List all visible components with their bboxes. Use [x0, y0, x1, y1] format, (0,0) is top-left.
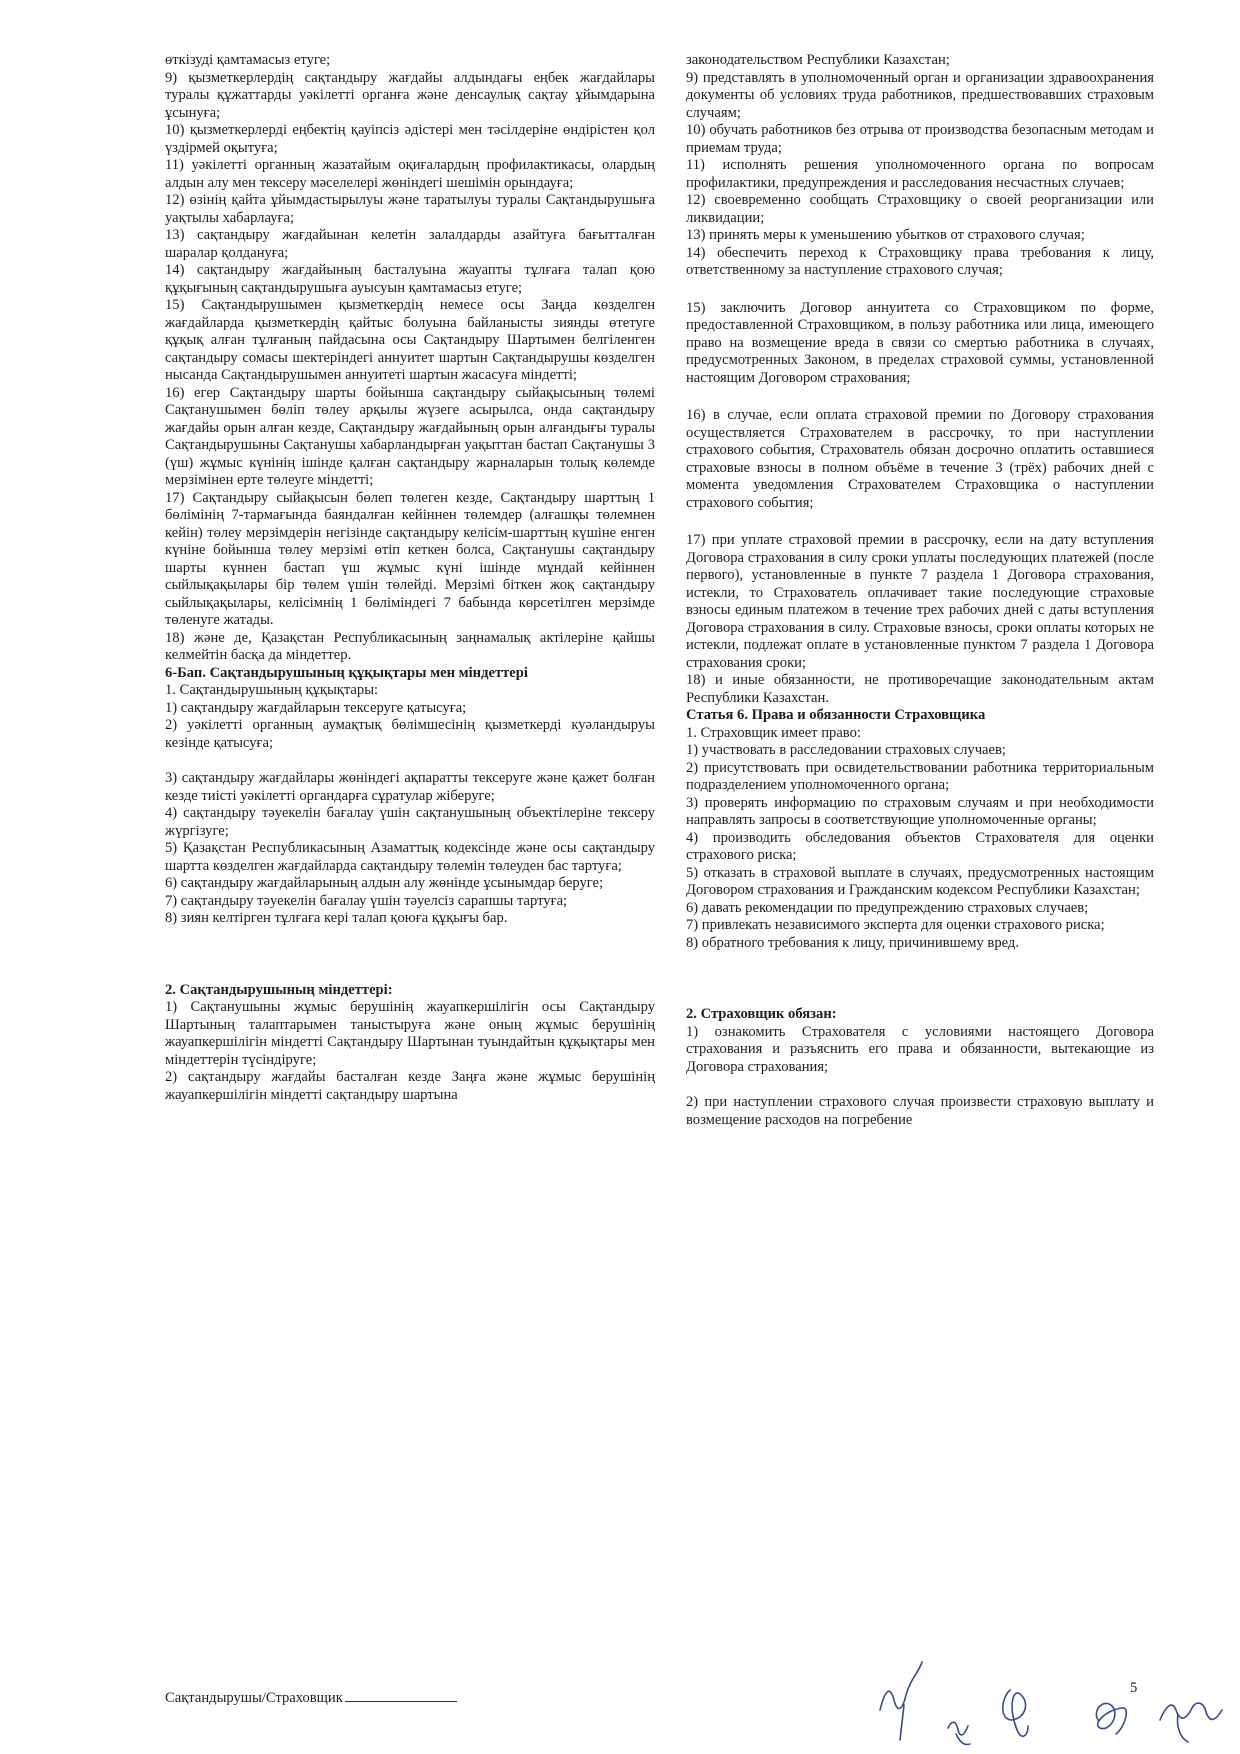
paragraph: 7) привлекать независимого эксперта для оценки страхового риска; — [686, 917, 1105, 933]
paragraph: 8) зиян келтірген тұлғаға кері талап қоюға құқығы бар. — [165, 910, 508, 926]
spacer — [686, 952, 1154, 1006]
paragraph: 16) в случае, если оплата страховой премии по Договору страхования осуществляется Страхователем в рассрочку, то при наступлении страхового события, Страхователь обязан досрочно оплатить оставшиеся страховые взносы в полном объёме в течение 3 (трёх) рабочих дней с момента уведомления Страхователем Страховщика о наступлении страхового события; — [686, 407, 1154, 511]
paragraph: 5) отказать в страховой выплате в случаях, предусмотренных настоящим Договором страхования и Гражданским кодексом Республики Казахстан; — [686, 864, 1154, 898]
paragraph: 1) участвовать в расследовании страховых случаев; — [686, 742, 1006, 758]
paragraph: 9) қызметкерлердің сақтандыру жағдайы алдындағы еңбек жағдайлары туралы құжаттарды уәкілетті органға және денсаулық сақтау ұйымдарына ұсынуға; — [165, 69, 655, 121]
paragraph: законодательством Республики Казахстан; — [686, 52, 950, 68]
spacer — [165, 928, 655, 982]
paragraph: 18) және де, Қазақстан Республикасының заңнамалық актілеріне қайшы келмейтін басқа да міндеттер. — [165, 629, 655, 663]
paragraph: 8) обратного требования к лицу, причинившему вред. — [686, 934, 1019, 951]
paragraph: 4) производить обследования объектов Страхователя для оценки страхового риска; — [686, 829, 1154, 863]
spacer — [686, 387, 1154, 407]
article-heading: 6-Бап. Сақтандырушының құқықтары мен міндеттері — [165, 664, 528, 681]
paragraph: 1) сақтандыру жағдайларын тексеруге қатысуға; — [165, 699, 467, 716]
signature-blank — [345, 1701, 457, 1702]
paragraph: 2) сақтандыру жағдайы басталған кезде Заңға және жұмыс берушінің жауапкершілігін міндетті сақтандыру шартына — [165, 1069, 655, 1103]
paragraph: 3) сақтандыру жағдайлары жөніндегі ақпаратты тексеруге және қажет болған кезде тиісті уәкілетті органдарға сұратулар жіберуге; — [165, 770, 655, 804]
paragraph: 12) своевременно сообщать Страховщику о своей реорганизации или ликвидации; — [686, 192, 1154, 226]
paragraph: 6) давать рекомендации по предупреждению страховых случаев; — [686, 899, 1089, 916]
signature-line — [165, 1690, 457, 1707]
section-heading: 2. Сақтандырушының міндеттері: — [165, 981, 393, 998]
initial-mark — [1003, 1690, 1028, 1736]
paragraph: 15) заключить Договор аннуитета со Страховщиком по форме, предоставленной Страховщиком, в пользу работника или лица, имеющего право на возмещение вреда в связи со смертью работника в случаях, предусмотренных Законом, в пределах страховой суммы, установленной настоящим Договором страхования; — [686, 299, 1154, 386]
paragraph: өткізуді қамтамасыз етуге; — [165, 52, 331, 68]
paragraph: 17) при уплате страховой премии в рассрочку, если на дату вступления Договора страхования в силу сроки уплаты последующих платежей (после первого), установленные в пункте 7 раздела 1 Договора страхования, истекли, то Страхователь оплачивает такие последующие страховые взносы единым платежом в течение трех рабочих дней с даты вступления Договора страхования в силу. Страховые взносы, сроки оплаты которых не истекли, подлежат оплате в установленные пунктом 7 раздела 1 Договора страхования сроки; — [686, 532, 1154, 671]
paragraph: 4) сақтандыру тәуекелін бағалау үшін сақтанушының объектілеріне тексеру жүргізуге; — [165, 805, 655, 839]
kazakh-column — [165, 52, 655, 1104]
paragraph: 14) обеспечить переход к Страховщику права требования к лицу, ответственному за наступление страхового случая; — [686, 244, 1154, 278]
paragraph: 10) қызметкерлерді еңбектің қауіпсіз әдістері мен тәсілдеріне өндірістен қол үздірмей оқытуға; — [165, 122, 655, 156]
paragraph: 11) уәкілетті органның жазатайым оқиғалардың профилактикасы, олардың алдын алу мен тексеру мәселелері жөніндегі шешімін орындауға; — [165, 157, 655, 191]
paragraph: 9) представлять в уполномоченный орган и организации здравоохранения документы об условиях труда работников, предшествовавших страховым случаям; — [686, 69, 1154, 121]
paragraph: 16) егер Сақтандыру шарты бойынша сақтандыру сыйақысының төлемі Сақтанушымен бөліп төлеу арқылы жүзеге асырылса, онда сақтандыру жағдайы орын алған кезде, Сақтандыру жағдайының орын алғандығы туралы Сақтандырушыны Сақтанушы хабарландырған уақыттан бастап Сақтанушы 3 (үш) жұмыс күнінің ішінде қалған сақтандыру жарналарын толық көлемде мерзімінен ерте төлеуге міндетті; — [165, 384, 655, 488]
paragraph: 6) сақтандыру жағдайларының алдын алу жөнінде ұсынымдар беруге; — [165, 875, 604, 891]
initial-mark — [1096, 1703, 1126, 1734]
spacer — [165, 752, 655, 770]
paragraph: 2) при наступлении страхового случая произвести страховую выплату и возмещение расходов на погребение — [686, 1094, 1154, 1128]
initial-mark — [1160, 1703, 1222, 1742]
spacer — [686, 280, 1154, 300]
paragraph: 14) сақтандыру жағдайының басталуына жауапты тұлғаға талап қою құқығының сақтандырушыға ауысуын қамтамасыз етуге; — [165, 262, 655, 296]
paragraph: 13) принять меры к уменьшению убытков от страхового случая; — [686, 227, 1085, 243]
paragraph: 5) Қазақстан Республикасының Азаматтық кодексінде және осы сақтандыру шартта көзделген жағдайларда сақтандыру төлемін төлеуден бас тартуға; — [165, 840, 655, 874]
page-number: 5 — [1130, 1680, 1138, 1696]
paragraph: 7) сақтандыру тәуекелін бағалау үшін тәуелсіз сарапшы тартуға; — [165, 892, 568, 909]
paragraph: 10) обучать работников без отрыва от производства безопасным методам и приемам труда; — [686, 122, 1154, 156]
spacer — [686, 512, 1154, 532]
initial-mark — [880, 1662, 922, 1740]
paragraph: 1. Сақтандырушының құқықтары: — [165, 682, 379, 698]
paragraph: 1) ознакомить Страхователя с условиями настоящего Договора страхования и разъяснить его права и обязанности, вытекающие из Договора страхования; — [686, 1023, 1154, 1075]
paragraph: 18) и иные обязанности, не противоречащие законодательным актам Республики Казахстан. — [686, 672, 1154, 706]
paragraph: 13) сақтандыру жағдайынан келетін залалдарды азайтуға бағытталған шаралар қолдануға; — [165, 227, 655, 261]
paragraph: 15) Сақтандырушымен қызметкердің немесе осы Заңда көзделген жағдайларда қызметкердің қайтыс болуына байланысты зиянды өтетуге құқық алған тұлғаның пайдасына осы Сақтандыру Шартымен белгіленген сақтандыру сомасы шектеріндегі аннуитет шартын Сақтандырушы көзделген нысанда Сақтандырушымен аннуитеті шартын жасасуға міндетті; — [165, 297, 655, 383]
paragraph: 1) Сақтанушыны жұмыс берушінің жауапкершілігін осы Сақтандыру Шартының талаптарымен таныстыруға және оның жұмыс берушінің жауапкершілігін міндетті Сақтандыру Шартынан туындайтын құқықтары мен міндеттерін түсіндіруге; — [165, 999, 655, 1068]
paragraph: 17) Сақтандыру сыйақысын бөлеп төлеген кезде, Сақтандыру шарттың 1 бөлімінің 7-тармағында баяндалған кейіннен төлемдер (алғашқы төлемнен кейін) төлеу мерзімдерін негізінде сақтандыру келісім-шарттың күшіне енген күніне бойынша төлеу мерзімі өтіп кеткен болса, Сақтанушы сақтандыру шарты күннен бастап үш жұмыс күні ішінде мұндай кейіннен сыйлықақылары бір төлем үшін төлейді. Мерзімі біткен жоқ сақтандыру сыйлықақылары, келісімнің 1 бөліміндегі 7 бабында көрсетілген мерзімде төленуге жатады. — [165, 489, 655, 628]
paragraph: 2) присутствовать при освидетельствовании работника территориальным подразделением уполномоченного органа; — [686, 759, 1154, 793]
handwritten-initials — [860, 1650, 1240, 1754]
paragraph: 3) проверять информацию по страховым случаям и при необходимости направлять запросы в соответствующие уполномоченные органы; — [686, 794, 1154, 828]
section-heading: 2. Страховщик обязан: — [686, 1006, 837, 1022]
spacer — [686, 1076, 1154, 1094]
paragraph: 2) уәкілетті органның аумақтық бөлімшесінің қызметкерді куәландыруы кезінде қатысуға; — [165, 717, 655, 751]
paragraph: 1. Страховщик имеет право: — [686, 724, 861, 741]
article-heading: Статья 6. Права и обязанности Страховщика — [686, 707, 986, 723]
russian-column — [686, 52, 1154, 1129]
paragraph: 12) өзінің қайта ұйымдастырылуы және таратылуы туралы Сақтандырушыға уақтылы хабарлауға; — [165, 192, 655, 226]
initial-mark — [948, 1722, 970, 1744]
signature-label: Сақтандырушы/Страховщик — [165, 1690, 343, 1706]
paragraph: 11) исполнять решения уполномоченного органа по вопросам профилактики, предупреждения и расследования несчастных случаев; — [686, 157, 1154, 191]
